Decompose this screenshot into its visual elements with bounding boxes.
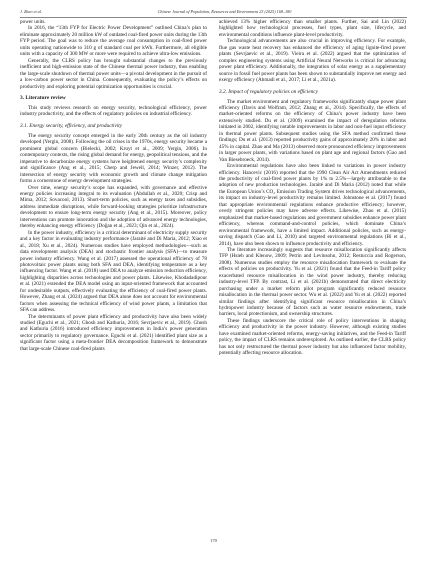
paragraph: The determinants of power plant efficiency and productivity have also been widely studied (Eguchi et al., 2021; Ghosh and Kathuria, 2016; Sevrjaevic et al., 2019). Ghosh and Kathuria (2016) introduced efficiency improvements in India’s power generation sector primarily to regulatory governance. Eguchi et al. (2021) identified plant size as a significant factor using a meta-frontier DEA decomposition framework to demonstrate that large-scale Chinese coal-fired plants (20, 313, 207, 352)
subsection-heading-regulatory-policies: 3.2. Impact of regulatory policies on efficiency (219, 88, 318, 95)
paragraph: This study reviews research on energy security, technological efficiency, power industry productivity, and the effects of regulatory policies on industrial efficiency. (20, 104, 207, 118)
right-column (219, 19, 406, 357)
paragraph: These findings underscore the critical role of policy interventions in shaping efficiency and productivity in the power industry. However, although existing studies have examined market-oriented reforms, energy-saving initiatives, and the Feed-in Tariff policy, the impact of CLRS remains underexplored. As outlined earlier, the CLRS policy has not only restructured the thermal power industry but also influenced factor mobility, potentially affecting resource allocation. (219, 317, 406, 357)
paragraph: Over time, energy security’s scope has expanded, with governance and effective energy policies increasing integral to its evaluation (Abdullah et al., 2020; Crisp and Mima, 2012; Sovacool, 2013). Short-term policies, such as energy taxes and subsidies, address immediate disruptions, while forward-looking strategies prioritize infrastructure development to ensure long-term energy security (Ang et al., 2015). Moreover, policy interventions can promote innovation and the adoption of advanced energy technologies, thereby enhancing energy efficiency (Doğan et al., 2023; Qin et al., 2024). (20, 184, 207, 230)
paragraph: The market environment and regulatory frameworks significantly shape power plant efficiency (Davis and Wolfram, 2012; Zhang et al., 2014). Specifically, the effects of market-oriented reforms on the efficiency of China’s power industry have been extensively studied. Du et al. (2009) examined the impact of deregulation reforms initiated in 2002, identifying notable improvements in labor and non-fuel input efficiency in thermal power plants. Subsequent studies using the SFA method confirmed these findings; Du et al. (2013) reported productivity gains of approximately 20% in labor and 45% in capital. Zhao and Ma (2013) observed more pronounced efficiency improvements in larger power plants, with variations based on plant age and regional factors (Gao and Van Biesebroeck, 2014). (219, 98, 406, 163)
page-number: 170 (210, 538, 217, 543)
section-heading-literature-review: 3. Literature review (20, 94, 66, 101)
running-header (20, 9, 407, 14)
paragraph: power units. (20, 19, 46, 25)
paragraph: In 2016, the “13th FYP for Electric Power Development” outlined China’s plan to eliminate approximately 20 million kW of outdated coal-fired power units during the 13th FYP period. The goal was to reduce the average coal consumption in coal-fired power units operating nationwide to 310 g of standard coal per kWh. Furthermore, all eligible units with a capacity of 300 MW or more were required to achieve ultra-low emissions. (20, 25, 207, 58)
header-divider (20, 17, 407, 18)
running-header-journal: Chinese Journal of Population, Resources and Environment 23 (2025) 168–180 (157, 9, 292, 14)
running-header-authors: J. Zhao et al. (20, 9, 42, 14)
paragraph: The energy security concept emerged in the early 20th century as the oil industry developed (Yergin, 2008). Following the oil crises in the 1970s, energy security became a prominent global concern (Bielecki, 2002; Kruyt et al., 2009; Yergin, 2006). In contemporary contexts, the rising global demand for energy, geopolitical tensions, and the imperative to decarbonize energy systems have heightened energy security’s complexity and significance (Ang et al., 2015; Cherp and Jewell, 2014; Winzer, 2012). The intersection of energy security with economic growth and climate change mitigation forms a cornerstone of energy development strategies. (20, 132, 207, 185)
paragraph: Generally, the CLRS policy has brought substantial changes to the previously inefficient and high-emission state of the Chinese thermal power industry, thus enabling the large-scale shutdown of thermal power units—a pivotal development in the pursuit of a low-carbon power sector in China. Consequently, evaluating the policy’s effects on productivity and exploring potential optimization opportunities is crucial. (20, 57, 207, 90)
paragraph: The literature increasingly suggests that resource misallocation significantly affects TFP (Hsieh and Klenow, 2009; Petrin and Levinsohn, 2012; Restuccia and Rogerson, 2008). Numerous studies employ the resource misallocation framework to evaluate the effects of policies on productivity. Yu et al. (2021) found that the Feed-in Tariff policy exacerbated resource misallocation in the wind power industry, thereby reducing industry-level TFP. By contrast, Li et al. (2021b) demonstrated that direct electricity purchasing under a market reform pilot program significantly reduced resource misallocation in the thermal power sector. Wu et al. (2022) and Yu et al. (2022) reported similar findings after identifying significant resource misallocation in China’s hydropower industry because of factors such as water resource endowments, trade barriers, local protectionism, and ownership structures. (219, 246, 406, 318)
subsection-heading-energy-security: 3.1. Energy security, efficiency, and productivity (20, 122, 123, 129)
paragraph: achieved 13% higher efficiency than smaller plants. Further, Sai and Lin (2022) highlighted how technological processes, fuel types, plant size, lifecycle, and environmental conditions influence plant-level productivity. (219, 19, 406, 38)
paragraph: Technological advancements are also crucial in improving efficiency. For example, flue gas waste heat recovery has enhanced the efficiency of aging lignite-fired power plants (Sevrjaevic et al., 2019). Vieira et al. (2022) argued that the optimization of complex engineering systems using Artificial Neural Networks is critical for advancing power plant efficiency. Additionally, the integration of solar energy as a supplementary source in fossil fuel power plants has been shown to substantially improve net energy and exergy efficiency (Ahmadi et al., 2017; Li et al., 2021a). (219, 38, 406, 84)
paragraph: In the power industry, efficiency is a critical determinant of electricity supply security and a key factor in evaluating industry performance (Jaraité and Di Maria, 2012; Xiao et al., 2018; Xu et al., 2024). Numerous studies have employed methodologies—such as data envelopment analysis (DEA) and stochastic frontier analysis (SFA)—to measure power industry efficiency. Wang et al. (2017) assessed the operational efficiency of 78 photovoltaic power plants using both SFA and DEA, identifying temperature as a key influencing factor. Wang et al. (2018) used DEA to analyze emission reduction efficiency, highlighting disparities across technologies and power plants. Likewise, Khodadadipour et al. (2021) extended the DEA model using an input-oriented framework that accounted for undesirable outputs, effectively evaluating the efficiency of coal-fired power plants. However, Zhang et al. (2024) argued that DEA alone does not account for environmental factors when assessing the technical efficiency of wind power plants, a limitation that SFA can address. (20, 229, 207, 314)
paragraph: Environmental regulations have also been linked to variations in power industry efficiency. Hancevic (2016) reported that the 1990 Clean Air Act Amendments reduced the productivity of coal-fired power plants by 1% to 2.5%—largely attributable to the adoption of new production technologies. Jaraité and Di Maria (2012) noted that while the European Union’s CO₂ Emission Trading System drives technological advancements, its impact on industry-level productivity remains limited. Johnstone et al. (2017) found that appropriate environmental regulations enhance productive efficiency; however, overly stringent policies may have adverse effects. Likewise, Zhao et al. (2015) emphasized that market-based regulations and government subsidies enhance power plant efficiency, whereas command-and-control policies, which dominate China’s environmental framework, have a limited impact. Additional policies, such as energy-saving dispatch (Gao and Li, 2010) and targeted environmental regulations (Bi et al., 2014), have also been shown to influence productivity and efficiency. (219, 163, 406, 247)
left-column (20, 19, 207, 352)
